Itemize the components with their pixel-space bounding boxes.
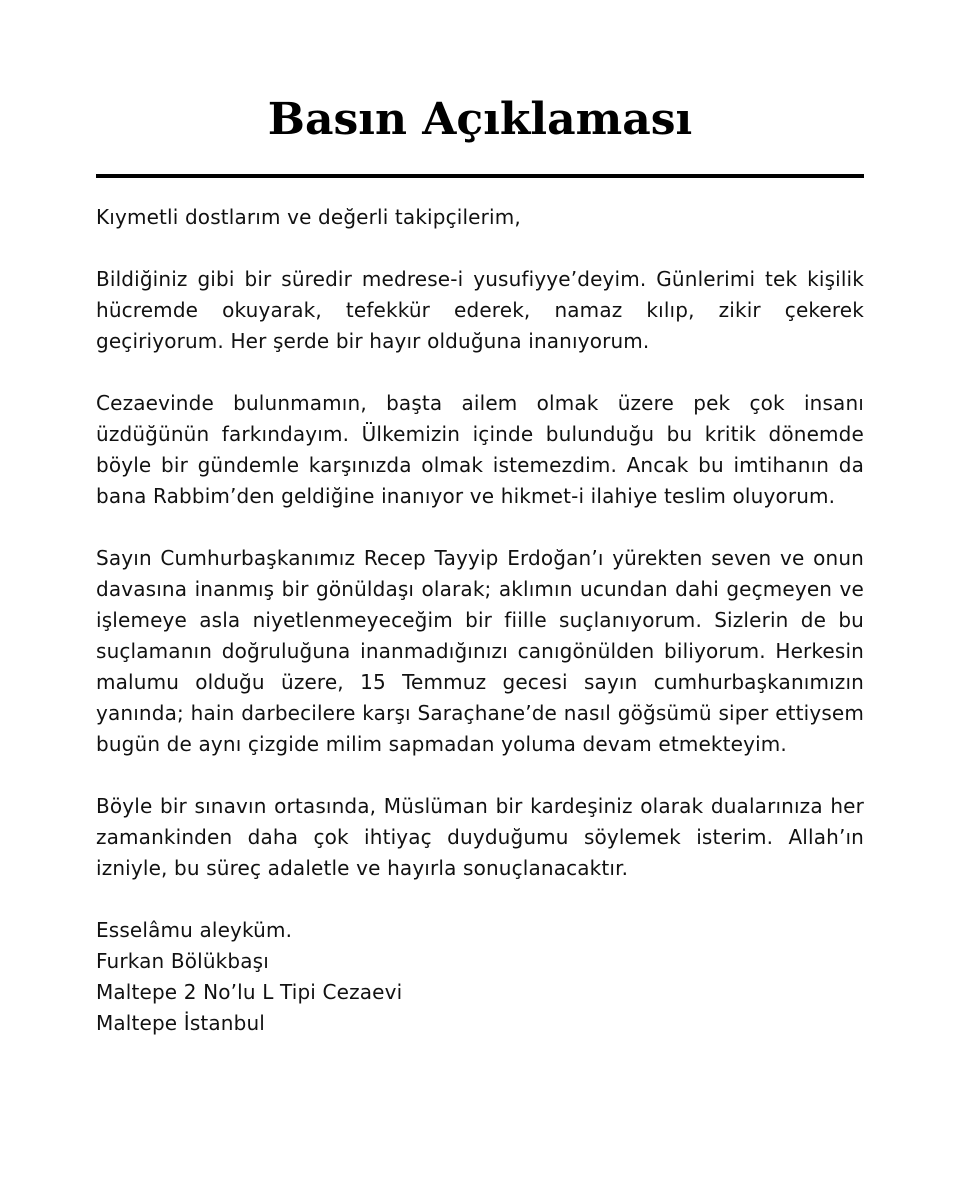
greeting-line: Kıymetli dostlarım ve değerli takipçilerim, (96, 205, 521, 229)
paragraph-1: Bildiğiniz gibi bir süredir medrese-i yusufiyye’deyim. Günlerimi tek kişilik hücremde okuyarak, tefekkür ederek, namaz kılıp, zikir çekerek geçiriyorum. Her şerde bir hayır olduğuna inanıyorum. (96, 267, 864, 353)
closing-salutation: Esselâmu aleyküm. (96, 918, 293, 942)
title-divider (96, 174, 864, 178)
signer-address: Maltepe 2 No’lu L Tipi Cezaevi (96, 980, 403, 1004)
paragraph-2: Cezaevinde bulunmamın, başta ailem olmak üzere pek çok insanı üzdüğünün farkındayım. Ülkemizin içinde bulunduğu bu kritik dönemde böyle bir gündemle karşınızda olmak istemezdim. Ancak bu imtihanın da bana Rabbim’den geldiğine inanıyor ve hikmet-i ilahiye teslim oluyorum. (96, 391, 864, 508)
signer-city: Maltepe İstanbul (96, 1011, 265, 1035)
letter-body (96, 202, 864, 1039)
page-title: Basın Açıklaması (267, 94, 693, 145)
paragraph-4: Böyle bir sınavın ortasında, Müslüman bir kardeşiniz olarak dualarınıza her zamankinden daha çok ihtiyaç duyduğumu söylemek isterim. Allah’ın izniyle, bu süreç adaletle ve hayırla sonuçlanacaktır. (96, 794, 864, 880)
signer-name: Furkan Bölükbaşı (96, 949, 269, 973)
paragraph-3: Sayın Cumhurbaşkanımız Recep Tayyip Erdoğan’ı yürekten seven ve onun davasına inanmış bir gönüldaşı olarak; aklımın ucundan dahi geçmeyen ve işlemeye asla niyetlenmeyeceğim bir fiille suçlanıyorum. Sizlerin de bu suçlamanın doğruluğuna inanmadığınızı canıgönülden biliyorum. Herkesin malumu olduğu üzere, 15 Temmuz gecesi sayın cumhurbaşkanımızın yanında; hain darbecilere karşı Saraçhane’de nasıl göğsümü siper ettiysem bugün de aynı çizgide milim sapmadan yoluma devam etmekteyim. (96, 546, 864, 756)
signature-block (96, 915, 864, 1039)
